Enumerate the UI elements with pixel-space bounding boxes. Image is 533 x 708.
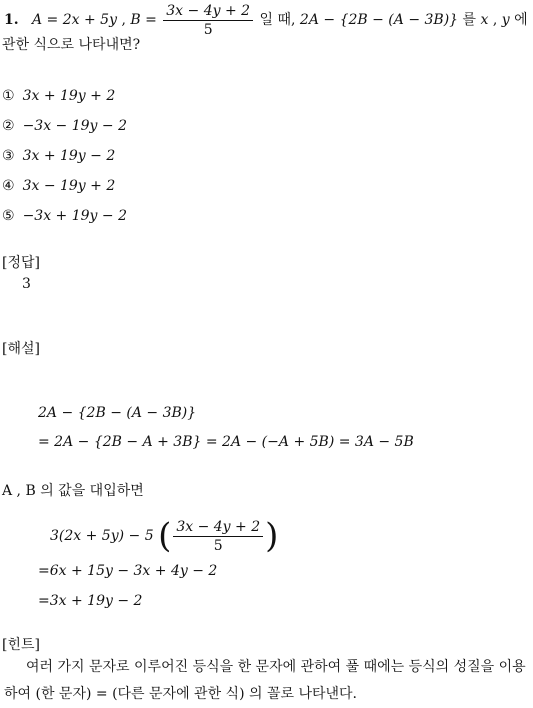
option-4[interactable] — [2, 178, 115, 194]
option-expression: −3x + 19y − 2 — [22, 208, 127, 224]
question-text-2: 를 — [462, 12, 477, 28]
question-b-lhs: B = — [130, 12, 157, 28]
calc-line-3: =3x + 19y − 2 — [38, 593, 143, 609]
var-x: x — [480, 12, 489, 28]
answer-label: [정답] — [2, 255, 40, 271]
substitution-sentence: A , B 의 값을 대입하면 — [2, 483, 144, 499]
calc-fraction — [173, 518, 263, 555]
substitution-text — [2, 480, 144, 500]
var-y: y — [501, 12, 510, 28]
option-2[interactable] — [2, 118, 127, 134]
option-mark: ② — [2, 118, 15, 134]
option-5[interactable] — [2, 208, 127, 224]
question-b-fraction — [163, 2, 253, 39]
calc-line-1 — [50, 513, 278, 559]
option-mark: ① — [2, 88, 15, 104]
fraction-denominator: 5 — [213, 537, 223, 554]
option-expression: 3x − 19y + 2 — [22, 178, 116, 194]
question-text-3: 에 — [514, 12, 528, 28]
calc-left: 3(2x + 5y) − 5 — [50, 528, 154, 544]
answer-value: 3 — [22, 276, 31, 292]
option-mark: ③ — [2, 148, 15, 164]
option-expression: −3x − 19y − 2 — [22, 118, 127, 134]
comma: , — [492, 12, 498, 28]
option-3[interactable] — [2, 148, 115, 164]
option-expression: 3x + 19y + 2 — [22, 88, 116, 104]
option-mark: ⑤ — [2, 208, 15, 224]
question-expression: 2A − {2B − (A − 3B)} — [299, 12, 459, 28]
explanation-label: [해설] — [2, 341, 40, 357]
explanation-line-2: = 2A − {2B − A + 3B} = 2A − (−A + 5B) = 3A − 5B — [38, 434, 414, 450]
option-mark: ④ — [2, 178, 15, 194]
hint-label: [힌트] — [2, 637, 40, 653]
right-paren: ) — [265, 516, 279, 556]
hint-sentence: 여러 가지 문자로 이루어진 등식을 한 문자에 관하여 풀 때에는 등식의 성질을 이용하여 (한 문자) = (다른 문자에 관한 식) 의 꼴로 나타낸다. — [4, 659, 526, 702]
hint-text — [0, 654, 533, 708]
option-1[interactable] — [2, 88, 115, 104]
fraction-numerator: 3x − 4y + 2 — [173, 518, 263, 537]
explanation-line-1: 2A − {2B − (A − 3B)} — [38, 405, 197, 421]
calc-line-2: =6x + 15y − 3x + 4y − 2 — [38, 563, 218, 579]
question-text-1: 일 때, — [259, 12, 296, 28]
question-line-2: 관한 식으로 나타내면? — [2, 37, 141, 53]
option-expression: 3x + 19y − 2 — [22, 148, 116, 164]
fraction-denominator: 5 — [203, 21, 213, 38]
question-number: 1. — [4, 12, 19, 28]
separator: , — [121, 12, 126, 28]
fraction-numerator: 3x − 4y + 2 — [163, 2, 253, 21]
left-paren: ( — [158, 516, 172, 556]
question-a-definition: A = 2x + 5y — [31, 12, 117, 28]
